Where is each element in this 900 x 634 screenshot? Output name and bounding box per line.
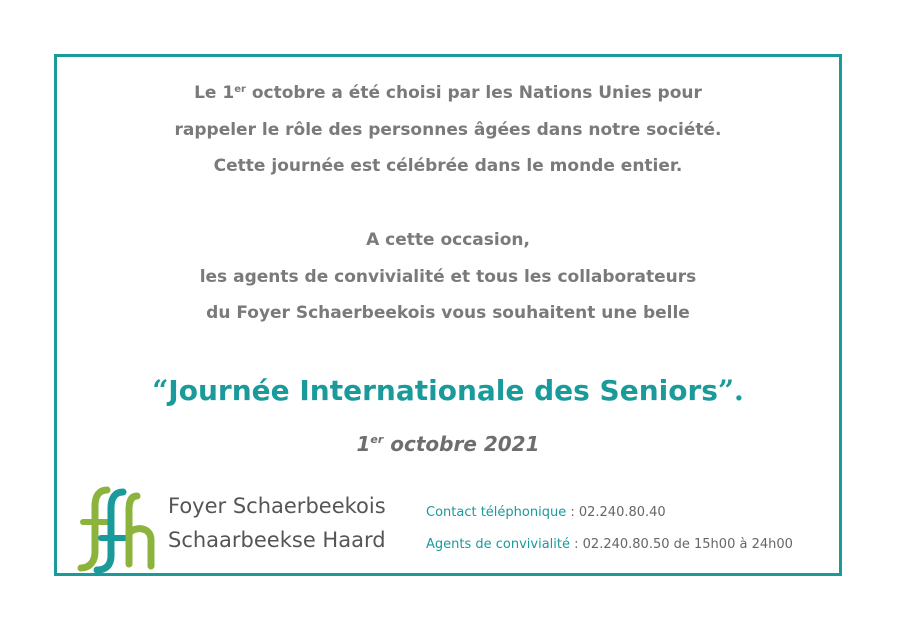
message-line-2: les agents de convivialité et tous les collaborateurs — [199, 266, 697, 287]
intro-line-3: Cette journée est célébrée dans le monde entier. — [213, 156, 683, 176]
org-name-nl: Schaarbeekse Haard — [168, 528, 386, 552]
intro-line-2: rappeler le rôle des personnes âgées dans notre société. — [174, 119, 722, 140]
contact-label: Contact téléphonique — [426, 505, 567, 520]
organization-name — [168, 489, 386, 557]
message-line-3: du Foyer Schaerbeekois vous souhaitent une belle — [206, 303, 690, 323]
message-line-1: A cette occasion, — [366, 230, 530, 250]
message-paragraph — [57, 222, 839, 332]
fsh-logo-icon — [77, 482, 159, 574]
contact-info — [426, 497, 793, 561]
announcement-card — [54, 54, 842, 576]
contact-value: : 02.240.80.40 — [566, 505, 666, 520]
contact-row-agents — [426, 529, 793, 561]
close-quote: ”. — [717, 374, 744, 407]
open-quote: “ — [152, 374, 169, 407]
intro-line-1: Le 1er octobre a été choisi par les Nations Unies pour — [194, 83, 702, 103]
contact-value: : 02.240.80.50 de 15h00 à 24h00 — [570, 537, 793, 552]
contact-row-phone — [426, 497, 793, 529]
headline-title — [57, 374, 839, 407]
org-name-fr: Foyer Schaerbeekois — [168, 494, 386, 518]
contact-label: Agents de convivialité — [426, 537, 571, 552]
intro-paragraph — [57, 75, 839, 185]
ordinal-superscript: er — [234, 84, 246, 95]
event-date: 1er octobre 2021 — [356, 432, 540, 456]
headline-text: Journée Internationale des Seniors — [168, 374, 718, 407]
